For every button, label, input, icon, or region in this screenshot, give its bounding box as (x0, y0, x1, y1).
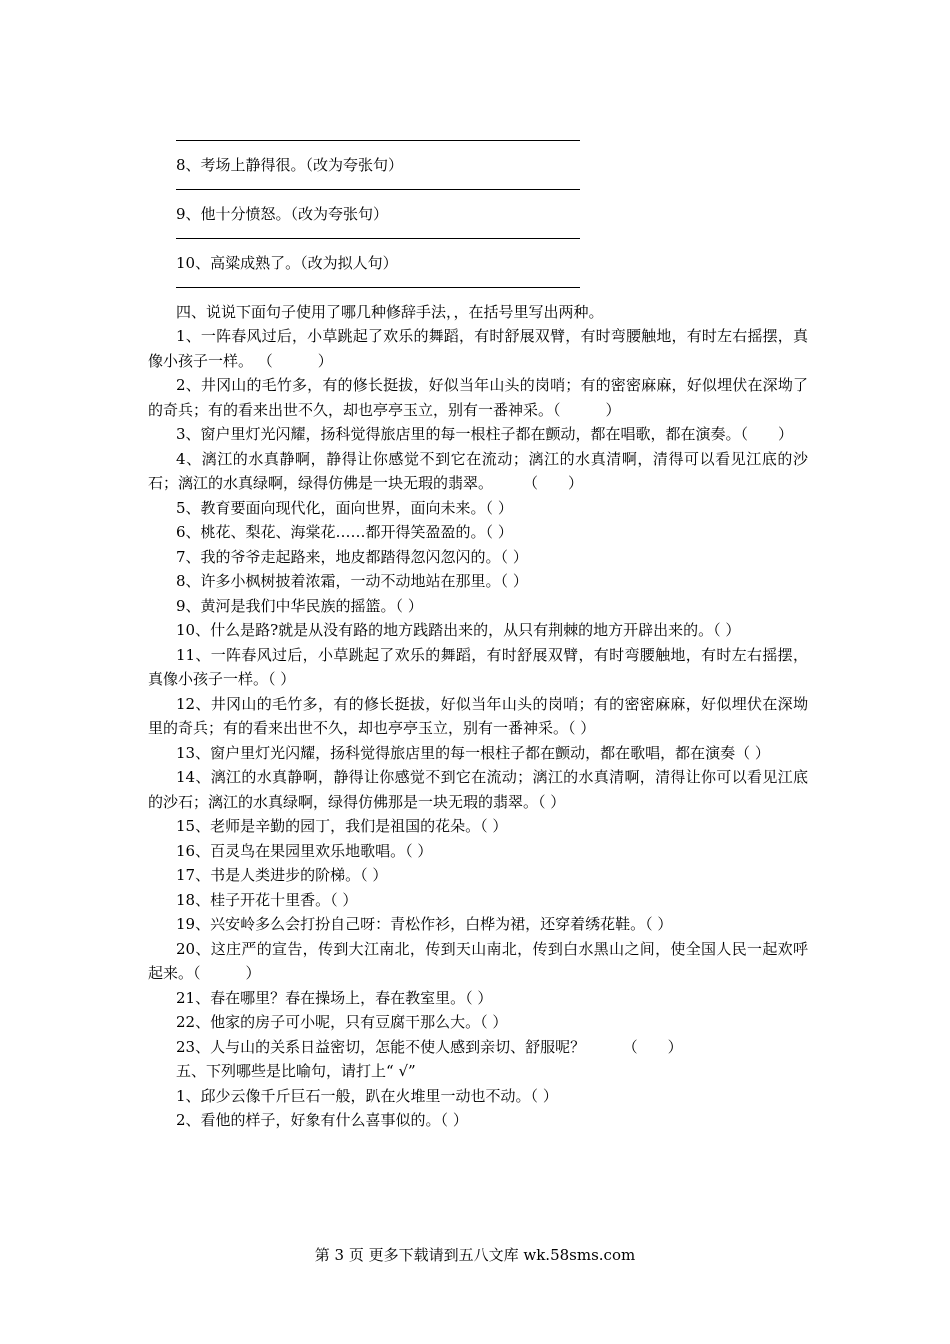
s4-item-1: 1、一阵春风过后，小草跳起了欢乐的舞蹈，有时舒展双臂，有时弯腰触地，有时左右摇摆，真像小孩子一样。 （ ） (148, 327, 808, 370)
s4-item-6: 6、桃花、梨花、海棠花……都开得笑盈盈的。（ ） (176, 523, 513, 541)
s4-item-16: 16、百灵鸟在果园里欢乐地歌唱。（ ） (176, 841, 433, 860)
s4-item-20: 20、这庄严的宣告，传到大江南北，传到天山南北，传到白水黑山之间，使全国人民一起欢呼起来。（ ） (148, 939, 808, 982)
section-4-heading: 四、说说下面句子使用了哪几种修辞手法，，在括号里写出两种。 (176, 302, 604, 321)
s4-item-2: 2、井冈山的毛竹多，有的修长挺拔，好似当年山头的岗哨；有的密密麻麻，好似埋伏在深坳了的奇兵；有的看来出世不久，却也亭亭玉立，别有一番神采。（ ） (148, 376, 808, 419)
s4-item-11: 11、一阵春风过后，小草跳起了欢乐的舞蹈，有时舒展双臂，有时弯腰触地，有时左右摇摆，真像小孩子一样。（ ） (148, 645, 808, 688)
answer-line (176, 238, 580, 239)
s5-item-2: 2、看他的样子，好象有什么喜事似的。（ ） (176, 1111, 468, 1129)
s4-item-10: 10、什么是路?就是从没有路的地方践踏出来的，从只有荆棘的地方开辟出来的。（ ） (176, 621, 741, 639)
s4-item-14: 14、漓江的水真静啊，静得让你感觉不到它在流动；漓江的水真清啊，清得让你可以看见江底的沙石；漓江的水真绿啊，绿得仿佛那是一块无瑕的翡翠。（ ） (148, 768, 808, 811)
s4-item-5: 5、教育要面向现代化，面向世界，面向未来。（ ） (176, 498, 513, 517)
s4-item-8: 8、许多小枫树披着浓霜，一动不动地站在那里。（ ） (176, 572, 528, 590)
section-5-heading: 五、下列哪些是比喻句，请打上“ √” (176, 1062, 416, 1080)
page-footer: 第 3 页 更多下载请到五八文库 wk.58sms.com (314, 1246, 636, 1264)
answer-line (176, 140, 580, 141)
question-8: 8、考场上静得很。（改为夸张句） (176, 155, 404, 174)
s4-item-7: 7、我的爷爷走起路来，地皮都踏得忽闪忽闪的。（ ） (176, 547, 528, 566)
s4-item-23: 23、人与山的关系日益密切，怎能不使人感到亲切、舒服呢？ （ ） (176, 1037, 683, 1056)
question-9: 9、他十分愤怒。（改为夸张句） (176, 204, 389, 223)
answer-line (176, 287, 580, 288)
s4-item-15: 15、老师是辛勤的园丁，我们是祖国的花朵。（ ） (176, 817, 508, 835)
question-10: 10、高粱成熟了。（改为拟人句） (176, 253, 398, 272)
s4-item-21: 21、春在哪里？春在操场上，春在教室里。（ ） (176, 988, 493, 1007)
s4-item-19: 19、兴安岭多么会打扮自己呀：青松作衫，白桦为裙，还穿着绣花鞋。（ ） (176, 915, 673, 933)
s4-item-4: 4、漓江的水真静啊，静得让你感觉不到它在流动；漓江的水真清啊，清得可以看见江底的沙石；漓江的水真绿啊，绿得仿佛是一块无瑕的翡翠。 （ ） (148, 449, 808, 492)
s4-item-3: 3、窗户里灯光闪耀，扬科觉得旅店里的每一根柱子都在颤动，都在唱歌，都在演奏。（ ） (176, 425, 794, 443)
s4-item-17: 17、书是人类进步的阶梯。（ ） (176, 866, 388, 884)
s4-item-18: 18、桂子开花十里香。（ ） (176, 890, 358, 909)
s5-item-1: 1、邱少云像千斤巨石一般，趴在火堆里一动也不动。（ ） (176, 1086, 558, 1105)
page-content (148, 128, 808, 1133)
s4-item-12: 12、井冈山的毛竹多，有的修长挺拔，好似当年山头的岗哨；有的密密麻麻，好似埋伏在深坳里的奇兵；有的看来出世不久，却也亭亭玉立，别有一番神采。（ ） (148, 694, 808, 737)
s4-item-9: 9、黄河是我们中华民族的摇篮。（ ） (176, 596, 423, 615)
answer-line (176, 189, 580, 190)
s4-item-13: 13、窗户里灯光闪耀，扬科觉得旅店里的每一根柱子都在颤动，都在歌唱，都在演奏（ ） (176, 743, 770, 762)
s4-item-22: 22、他家的房子可小呢，只有豆腐干那么大。（ ） (176, 1013, 508, 1031)
